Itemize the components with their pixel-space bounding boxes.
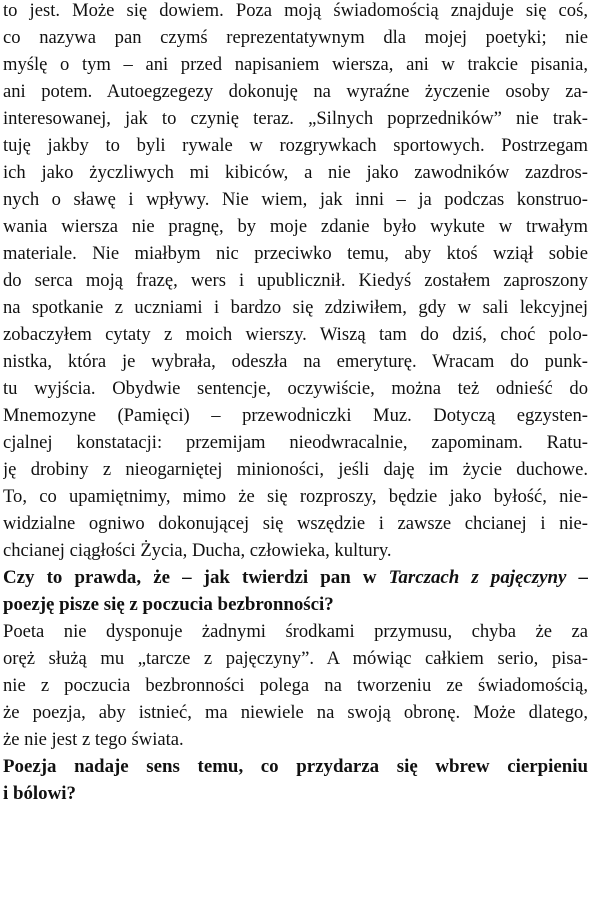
question-text: Czy to prawda, że – jak twierdzi pan w xyxy=(3,567,389,588)
text-line: że nie jest z tego świata. xyxy=(3,729,184,750)
document-page xyxy=(3,0,588,900)
question-text: – xyxy=(566,567,588,588)
question-heading xyxy=(3,564,588,591)
text-line: chcianej ciągłości Życia, Ducha, człowieka, kultury. xyxy=(3,540,392,561)
text-line: myślę o tym – ani przed napisaniem wiersza, ani w trakcie pisania, xyxy=(3,54,588,75)
question-heading: i bólowi? xyxy=(3,783,76,804)
text-line: To, co upamiętnimy, mimo że się rozproszy, będzie jako byłość, nie- xyxy=(3,486,588,507)
text-line: nych o sławę i wpływy. Nie wiem, jak inni – ja podczas konstruo- xyxy=(3,189,588,210)
text-line: tu wyjścia. Obydwie sentencje, oczywiście, można też odnieść do xyxy=(3,378,588,399)
text-line: ani potem. Autoegzegezy dokonuję na wyraźne życzenie osoby za- xyxy=(3,81,588,102)
text-line: nistka, która je wybrała, odeszła na emeryturę. Wracam do punk- xyxy=(3,351,588,372)
question-heading: poezję pisze się z poczucia bezbronności? xyxy=(3,594,334,615)
text-line: że poezja, aby istnieć, ma niewiele na swoją obronę. Może dlatego, xyxy=(3,702,588,723)
text-line: Poeta nie dysponuje żadnymi środkami przymusu, chyba że za xyxy=(3,621,588,642)
text-line: cjalnej konstatacji: przemijam nieodwracalnie, zapominam. Ratu- xyxy=(3,432,588,453)
text-line: to jest. Może się dowiem. Poza moją świadomością znajduje się coś, xyxy=(3,0,588,21)
text-line: oręż służą mu „tarcze z pajęczyny”. A mówiąc całkiem serio, pisa- xyxy=(3,648,588,669)
text-line: ich jako życzliwych mi kibiców, a nie jako zawodników zazdros- xyxy=(3,162,588,183)
text-line: nie z poczucia bezbronności polega na tworzeniu ze świadomością, xyxy=(3,675,588,696)
text-line: materiale. Nie miałbym nic przeciwko temu, aby ktoś wziął sobie xyxy=(3,243,588,264)
text-line: do serca moją frazę, wers i upublicznił. Kiedyś zostałem zaproszony xyxy=(3,270,588,291)
text-line: co nazywa pan czymś reprezentatywnym dla mojej poetyki; nie xyxy=(3,27,588,48)
text-line: na spotkanie z uczniami i bardzo się zdziwiłem, gdy w sali lekcyjnej xyxy=(3,297,588,318)
text-line: widzialne ogniwo dokonującej się wszędzie i zawsze chcianej i nie- xyxy=(3,513,588,534)
text-line: zobaczyłem cytaty z moich wierszy. Wiszą tam do dziś, choć polo- xyxy=(3,324,588,345)
text-line: wania wiersza nie pragnę, by moje zdanie było wykute w trwałym xyxy=(3,216,588,237)
text-line: interesowanej, jak to czynię teraz. „Silnych poprzedników” nie trak- xyxy=(3,108,588,129)
text-line: tuję jakby to byli rywale w rozgrywkach sportowych. Postrzegam xyxy=(3,135,588,156)
question-heading: Poezja nadaje sens temu, co przydarza się wbrew cierpieniu xyxy=(3,756,588,777)
text-line: Mnemozyne (Pamięci) – przewodniczki Muz. Dotyczą egzysten- xyxy=(3,405,588,426)
text-line: ję drobiny z nieogarniętej minioności, jeśli daję im życie duchowe. xyxy=(3,459,588,480)
book-title: Tarczach z pajęczyny xyxy=(388,567,567,588)
